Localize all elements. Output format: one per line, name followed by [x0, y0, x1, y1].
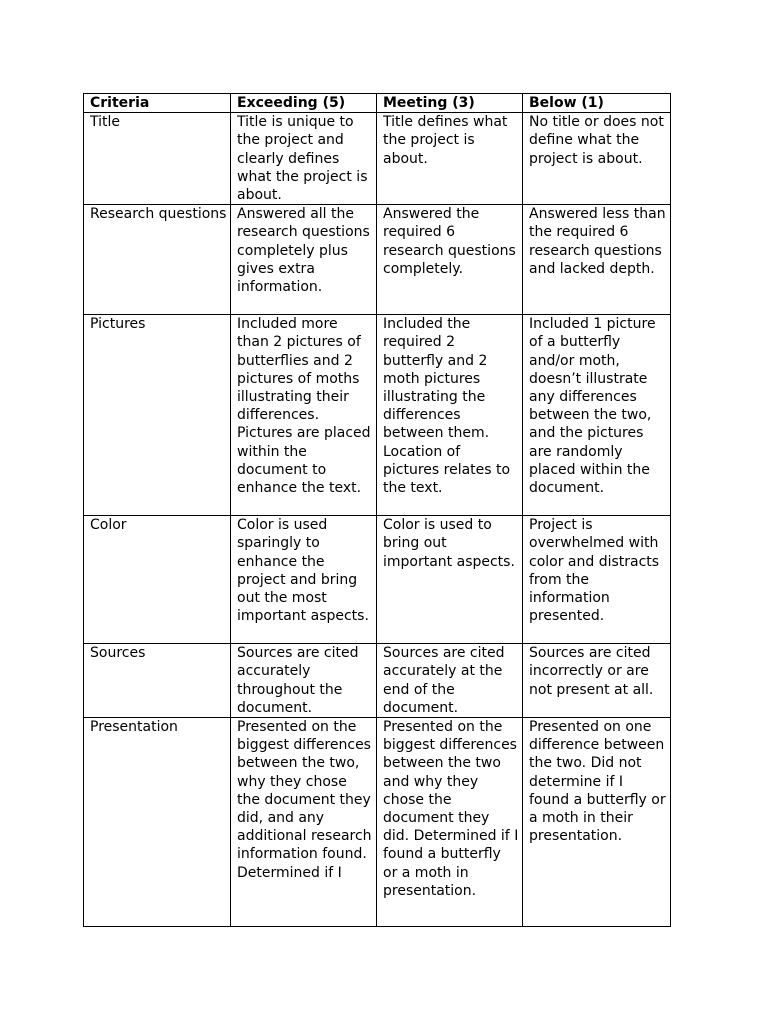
meeting-text: Answered the required 6 research questions completely. [383, 206, 516, 277]
table-row [84, 315, 671, 516]
criteria-cell [84, 315, 231, 516]
exceeding-cell [231, 205, 377, 315]
rubric-table [83, 93, 671, 927]
criteria-cell [84, 516, 231, 644]
criteria-cell [84, 644, 231, 718]
below-text: Answered less than the required 6 research questions and lacked depth. [529, 206, 666, 277]
meeting-cell [377, 315, 523, 516]
meeting-cell [377, 718, 523, 927]
exceeding-text: Answered all the research questions completely plus gives extra information. [237, 206, 370, 296]
table-row [84, 718, 671, 927]
exceeding-cell [231, 113, 377, 205]
meeting-cell [377, 205, 523, 315]
exceeding-cell [231, 644, 377, 718]
exceeding-text: Presented on the biggest differences between the two, why they chose the document they did, and any additional research information found. Determined if I [237, 719, 372, 881]
criteria-text: Research questions [90, 206, 227, 223]
exceeding-cell [231, 315, 377, 516]
rubric-body [84, 113, 671, 927]
exceeding-cell [231, 516, 377, 644]
meeting-cell [377, 516, 523, 644]
below-cell [523, 205, 671, 315]
below-cell [523, 718, 671, 927]
below-text: Included 1 picture of a butterfly and/or moth, doesn’t illustrate any differences between the two, and the pictures are randomly placed within the document. [529, 316, 656, 497]
exceeding-cell [231, 718, 377, 927]
meeting-text: Sources are cited accurately at the end of the document. [383, 645, 505, 716]
below-text: No title or does not define what the project is about. [529, 114, 664, 167]
criteria-cell [84, 205, 231, 315]
meeting-text: Presented on the biggest differences between the two and why they chose the document they did. Determined if I found a butterfly or a moth in presentation. [383, 719, 519, 899]
criteria-cell [84, 718, 231, 927]
exceeding-text: Sources are cited accurately throughout the document. [237, 645, 359, 716]
header-below: Below (1) [523, 94, 671, 113]
criteria-cell [84, 113, 231, 205]
table-row [84, 644, 671, 718]
below-text: Presented on one difference between the two. Did not determine if I found a butterfly or a moth in their presentation. [529, 719, 666, 845]
below-cell [523, 516, 671, 644]
below-cell [523, 644, 671, 718]
below-cell [523, 315, 671, 516]
meeting-cell [377, 113, 523, 205]
table-row [84, 205, 671, 315]
header-criteria: Criteria [84, 94, 231, 113]
header-exceeding: Exceeding (5) [231, 94, 377, 113]
criteria-text: Color [90, 517, 127, 534]
meeting-cell [377, 644, 523, 718]
below-cell [523, 113, 671, 205]
meeting-text: Color is used to bring out important aspects. [383, 517, 515, 570]
exceeding-text: Color is used sparingly to enhance the project and bring out the most important aspects. [237, 517, 369, 625]
table-row [84, 113, 671, 205]
criteria-text: Sources [90, 645, 146, 662]
criteria-text: Title [90, 114, 121, 131]
below-text: Project is overwhelmed with color and distracts from the information presented. [529, 517, 660, 625]
exceeding-text: Title is unique to the project and clearly defines what the project is about. [237, 114, 368, 204]
header-row [84, 94, 671, 113]
rubric-header [84, 94, 671, 113]
exceeding-text: Included more than 2 pictures of butterflies and 2 pictures of moths illustrating their differences. Pictures are placed within the document to enhance the text. [237, 316, 371, 497]
meeting-text: Included the required 2 butterfly and 2 moth pictures illustrating the differences between them. Location of pictures relates to the text. [383, 316, 511, 497]
criteria-text: Pictures [90, 316, 146, 333]
below-text: Sources are cited incorrectly or are not present at all. [529, 645, 654, 698]
header-meeting: Meeting (3) [377, 94, 523, 113]
table-row [84, 516, 671, 644]
meeting-text: Title defines what the project is about. [383, 114, 508, 167]
criteria-text: Presentation [90, 719, 178, 736]
